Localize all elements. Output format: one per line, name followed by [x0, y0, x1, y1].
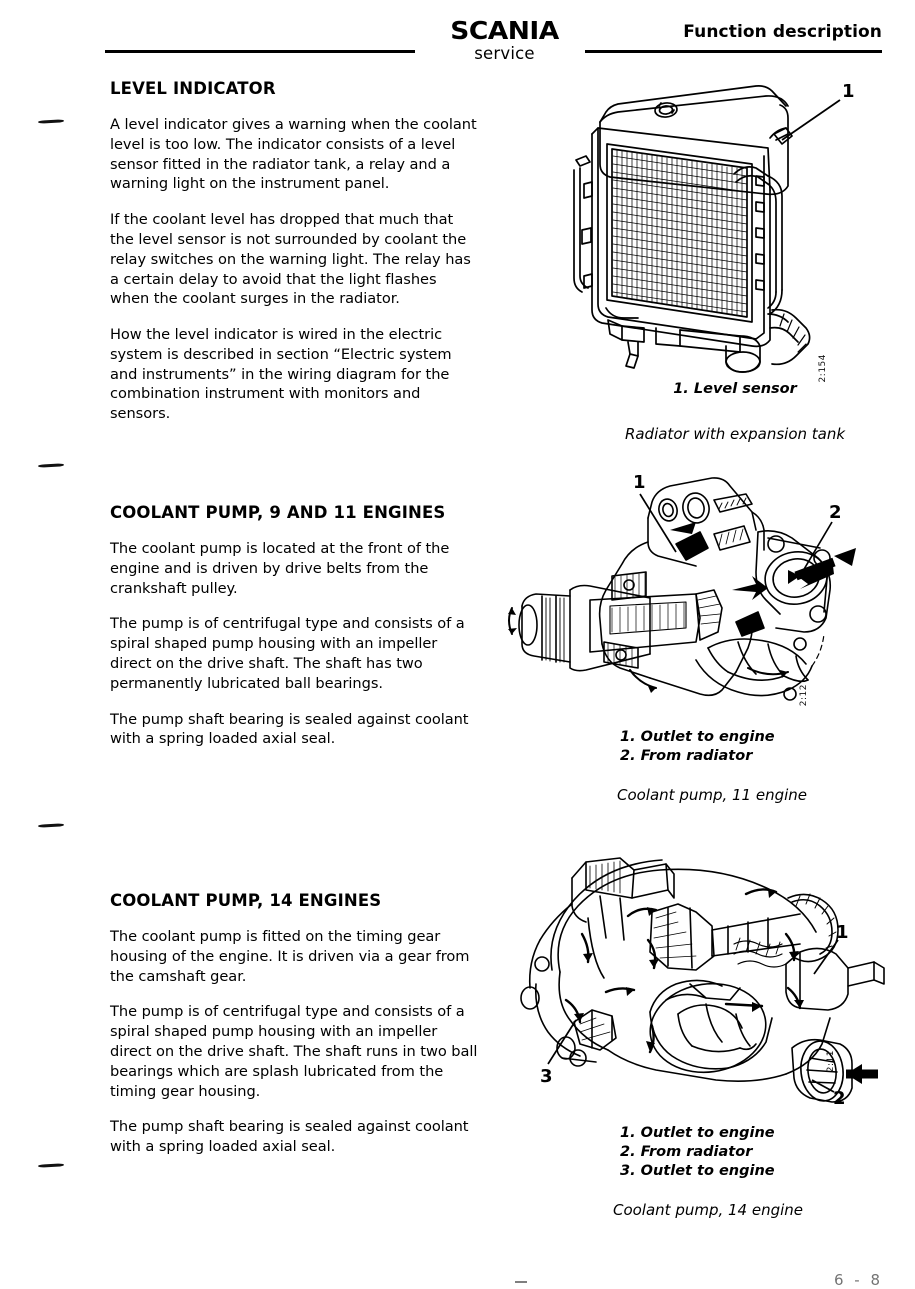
paragraph: The coolant pump is located at the front of the engine and is driven by drive belts from the crankshaft pulley. [110, 540, 450, 597]
margin-tick [38, 823, 64, 827]
callout-leader-lines [500, 852, 912, 1122]
page-header [0, 0, 915, 72]
coolant-pump-14-illustration [500, 852, 912, 1122]
radiator-illustration [560, 78, 910, 378]
callout-number: 1 [633, 472, 646, 493]
paragraph: How the level indicator is wired in the electric system is described in section “Electric system and instruments” in the wiring diagram for the combination instrument with monitors and sensors. [110, 326, 452, 423]
section-heading: COOLANT PUMP, 9 AND 11 ENGINES [110, 503, 446, 522]
legend-item: 1. Level sensor [673, 381, 797, 397]
brand-wordmark: SCANIA [450, 16, 559, 45]
header-rule-left [105, 50, 415, 53]
margin-tick [38, 463, 64, 467]
margin-tick [38, 1163, 64, 1167]
figure-id-tag: 2:11 [826, 1050, 836, 1073]
paragraph: The pump is of centrifugal type and consists of a spiral shaped pump housing with an impeller direct on the drive shaft. The shaft has two permanently lubricated ball bearings. [110, 615, 465, 692]
figure-legend [560, 380, 910, 399]
figure-legend [500, 1124, 912, 1181]
section-level-indicator [110, 80, 478, 424]
callout-number: 1 [842, 81, 855, 102]
section-coolant-pump-9-11 [110, 504, 478, 749]
callout-number: 2 [833, 1088, 846, 1109]
callout-number: 1 [836, 922, 849, 943]
figure-radiator [560, 78, 910, 443]
figure-legend [500, 728, 912, 766]
page-number: 6 - 8 [833, 1271, 883, 1289]
callout-number: 3 [540, 1066, 553, 1087]
coolant-pump-11-illustration [500, 472, 912, 722]
brand-subtitle: service [474, 44, 535, 63]
scania-logo [437, 18, 572, 63]
legend-item: 1. Outlet to engine [620, 1125, 775, 1141]
figure-coolant-pump-14 [500, 852, 912, 1219]
section-heading: COOLANT PUMP, 14 ENGINES [110, 891, 382, 910]
page-title: Function description [683, 22, 882, 42]
margin-tick [38, 119, 64, 123]
paragraph: The coolant pump is fitted on the timing gear housing of the engine. It is driven via a gear from the camshaft gear. [110, 928, 470, 985]
callout-number: 2 [829, 502, 842, 523]
figure-caption: Coolant pump, 14 engine [612, 1200, 804, 1219]
footer-registration-mark [515, 1281, 527, 1283]
section-heading: LEVEL INDICATOR [110, 79, 276, 98]
paragraph: A level indicator gives a warning when the coolant level is too low. The indicator consists of a level sensor fitted in the radiator tank, a relay and a warning light on the instrument panel. [110, 116, 477, 193]
section-coolant-pump-14 [110, 892, 478, 1157]
paragraph: The pump is of centrifugal type and consists of a spiral shaped pump housing with an impeller direct on the drive shaft. The shaft runs in two ball bearings which are splash lubricated from the timing gear housing. [110, 1003, 478, 1100]
legend-item: 1. Outlet to engine [620, 729, 775, 745]
paragraph: If the coolant level has dropped that much that the level sensor is not surrounded by coolant the relay switches on the warning light. The relay has a certain delay to avoid that the light flashes when the coolant surges in the radiator. [110, 211, 471, 308]
callout-leader-line [560, 78, 910, 378]
legend-item: 3. Outlet to engine [620, 1162, 775, 1179]
figure-id-tag: 2:154 [818, 354, 828, 383]
paragraph: The pump shaft bearing is sealed against coolant with a spring loaded axial seal. [110, 1118, 469, 1156]
figure-caption: Radiator with expansion tank [624, 424, 846, 443]
paragraph: The pump shaft bearing is sealed against coolant with a spring loaded axial seal. [110, 710, 469, 748]
legend-item: 2. From radiator [620, 1143, 753, 1160]
callout-leader-lines [500, 472, 912, 722]
header-rule-right [585, 50, 882, 53]
figure-coolant-pump-11 [500, 472, 912, 804]
figure-caption: Coolant pump, 11 engine [616, 785, 808, 804]
legend-item: 2. From radiator [620, 747, 753, 764]
figure-id-tag: 2:12 [799, 684, 809, 707]
